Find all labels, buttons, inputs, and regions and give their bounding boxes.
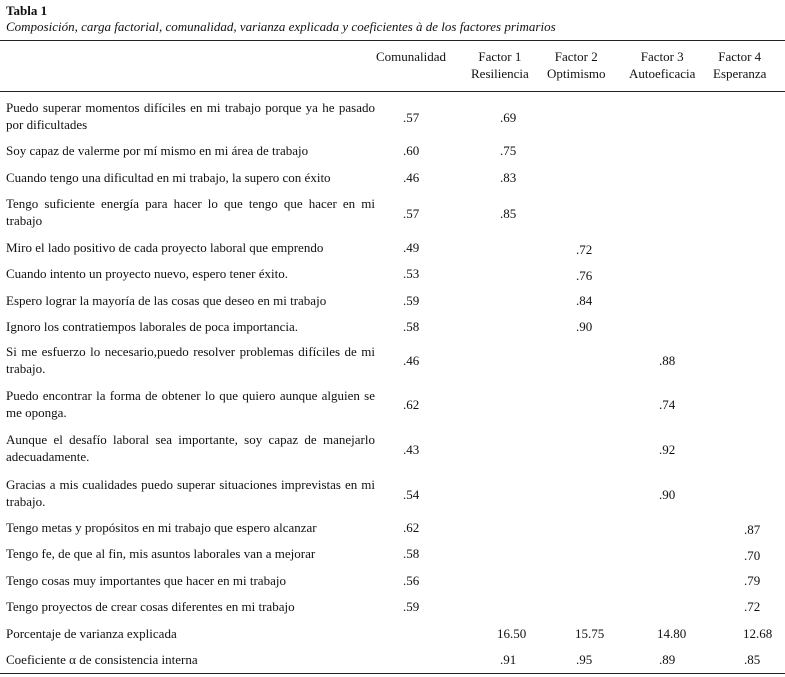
comunalidad-value: .57 <box>403 110 420 125</box>
comunalidad-value: .56 <box>403 573 420 588</box>
factor-2-variance: 15.75 <box>575 626 605 641</box>
factor-2-value: .90 <box>576 319 593 334</box>
item-text: Gracias a mis cualidades puedo superar situaciones imprevistas en mi trabajo. <box>6 477 375 509</box>
comunalidad-value: .58 <box>403 546 420 561</box>
factor-4-value: .72 <box>744 599 761 614</box>
summary-label: Coeficiente α de consistencia interna <box>6 652 198 667</box>
comunalidad-value: .43 <box>403 442 420 457</box>
item-text: Soy capaz de valerme por mí mismo en mi área de trabajo <box>6 143 309 158</box>
factor-2-value: .76 <box>576 268 593 283</box>
comunalidad-value: .57 <box>403 206 420 221</box>
factor-3-value: .90 <box>659 487 676 502</box>
item-text: Cuando tengo una dificultad en mi trabajo, la supero con éxito <box>6 170 331 185</box>
header-factor-3: Factor 3 Autoeficacia <box>629 49 696 81</box>
table-caption: Composición, carga factorial, comunalidad, varianza explicada y coeficientes à de los factores primarios <box>6 19 556 34</box>
item-text: Puedo encontrar la forma de obtener lo que quiero aunque alguien se me oponga. <box>6 388 375 420</box>
comunalidad-value: .53 <box>403 266 420 281</box>
comunalidad-value: .59 <box>403 293 420 308</box>
factor-1-value: .85 <box>500 206 517 221</box>
factor-3-value: .74 <box>659 397 676 412</box>
summary-label: Porcentaje de varianza explicada <box>6 626 177 641</box>
factor-3-variance: 14.80 <box>657 626 687 641</box>
factor-4-alpha: .85 <box>744 652 761 667</box>
comunalidad-value: .62 <box>403 397 420 412</box>
factor-3-alpha: .89 <box>659 652 676 667</box>
header-factor-1: Factor 1 Resiliencia <box>471 49 529 81</box>
item-text: Tengo metas y propósitos en mi trabajo que espero alcanzar <box>6 520 317 535</box>
factor-3-value: .92 <box>659 442 676 457</box>
comunalidad-value: .49 <box>403 240 420 255</box>
comunalidad-value: .46 <box>403 170 420 185</box>
header-rule <box>0 91 785 92</box>
item-text: Espero lograr la mayoría de las cosas que deseo en mi trabajo <box>6 293 327 308</box>
comunalidad-value: .58 <box>403 319 420 334</box>
comunalidad-value: .54 <box>403 487 420 502</box>
item-text: Miro el lado positivo de cada proyecto laboral que emprendo <box>6 240 324 255</box>
item-text: Si me esfuerzo lo necesario,puedo resolver problemas difíciles de mi trabajo. <box>6 344 375 376</box>
factor-1-value: .75 <box>500 143 517 158</box>
item-text: Aunque el desafío laboral sea importante, soy capaz de manejarlo adecuadamente. <box>6 432 375 464</box>
item-text: Tengo cosas muy importantes que hacer en mi trabajo <box>6 573 286 588</box>
factor-2-value: .72 <box>576 242 593 257</box>
top-rule <box>0 40 785 41</box>
header-factor-4: Factor 4 Esperanza <box>713 49 767 81</box>
item-text: Tengo fe, de que al fin, mis asuntos laborales van a mejorar <box>6 546 316 561</box>
factor-3-value: .88 <box>659 353 676 368</box>
item-text: Tengo suficiente energía para hacer lo que tengo que hacer en mi trabajo <box>6 196 375 228</box>
factor-1-value: .69 <box>500 110 517 125</box>
factor-4-value: .79 <box>744 573 761 588</box>
factor-1-value: .83 <box>500 170 517 185</box>
item-text: Puedo superar momentos difíciles en mi trabajo porque ya he pasado por dificultades <box>6 100 375 132</box>
item-text: Ignoro los contratiempos laborales de poca importancia. <box>6 319 299 334</box>
item-text: Cuando intento un proyecto nuevo, espero tener éxito. <box>6 266 288 281</box>
table-title: Tabla 1 <box>6 3 48 18</box>
factor-2-value: .84 <box>576 293 593 308</box>
comunalidad-value: .46 <box>403 353 420 368</box>
factor-4-value: .70 <box>744 548 761 563</box>
item-text: Tengo proyectos de crear cosas diferentes en mi trabajo <box>6 599 295 614</box>
factor-2-alpha: .95 <box>576 652 593 667</box>
factor-1-variance: 16.50 <box>497 626 527 641</box>
comunalidad-value: .59 <box>403 599 420 614</box>
factor-4-value: .87 <box>744 522 761 537</box>
comunalidad-value: .60 <box>403 143 420 158</box>
bottom-rule <box>0 673 785 674</box>
header-factor-2: Factor 2 Optimismo <box>547 49 606 81</box>
factor-1-alpha: .91 <box>500 652 517 667</box>
header-comunalidad: Comunalidad <box>376 49 447 64</box>
factor-4-variance: 12.68 <box>743 626 773 641</box>
comunalidad-value: .62 <box>403 520 420 535</box>
